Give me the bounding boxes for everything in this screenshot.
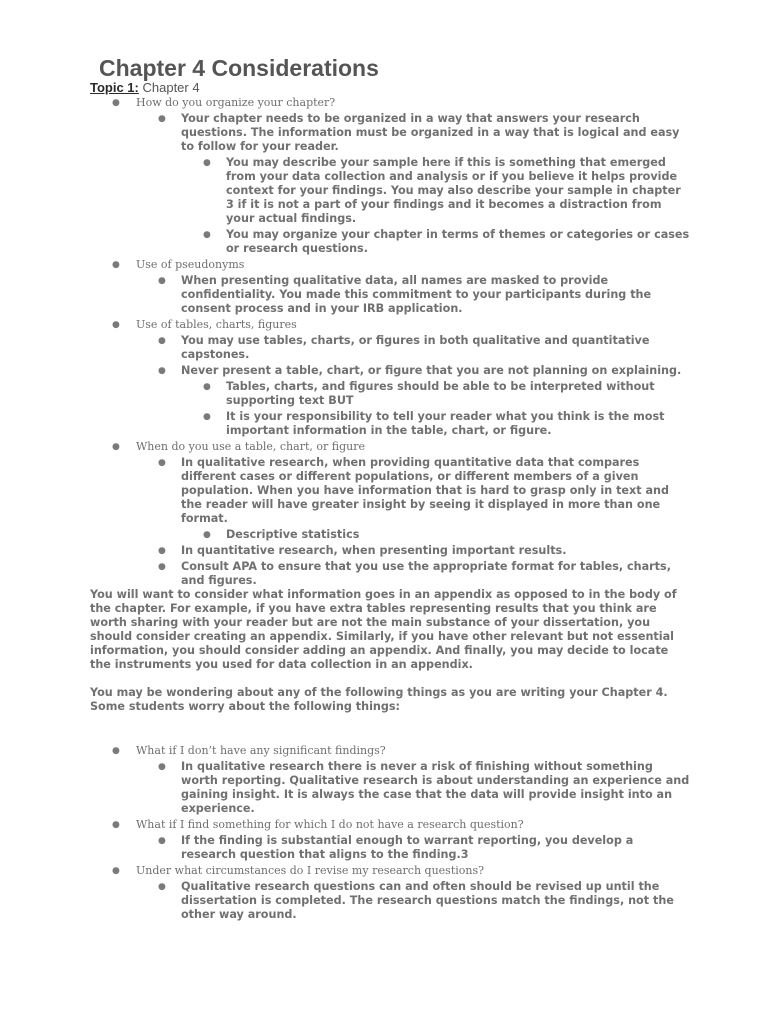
- list-item: [90, 440, 690, 588]
- list-item: [90, 456, 690, 542]
- outline-question: How do you organize your chapter?: [136, 96, 336, 109]
- outline-answer: Consult APA to ensure that you use the appropriate format for tables, charts, and figures.: [181, 560, 671, 587]
- bullet-icon: ●: [158, 762, 166, 772]
- sub-list: [90, 834, 690, 862]
- bullet-icon: ●: [112, 98, 120, 108]
- bullet-icon: ●: [158, 836, 166, 846]
- bullet-icon: ●: [203, 158, 211, 168]
- bullet-icon: ●: [158, 562, 166, 572]
- list-item: [90, 334, 690, 362]
- sub-list: [90, 760, 690, 816]
- sub-sub-list: [90, 156, 690, 256]
- bullet-icon: ●: [158, 276, 166, 286]
- bullet-icon: ●: [158, 366, 166, 376]
- outline-answer: In quantitative research, when presenting important results.: [181, 544, 567, 557]
- list-item: [90, 380, 690, 408]
- sub-list: [90, 880, 690, 922]
- bullet-icon: ●: [112, 320, 120, 330]
- wondering-paragraph: You may be wondering about any of the following things as you are writing your Chapter 4. Some students worry about the following things:: [90, 686, 668, 713]
- sub-list: [90, 456, 690, 588]
- bullet-icon: ●: [158, 458, 166, 468]
- sub-sub-list: [90, 528, 690, 542]
- bullet-icon: ●: [158, 114, 166, 124]
- bullet-icon: ●: [112, 442, 120, 452]
- list-item: [90, 258, 690, 316]
- faq-answer: If the finding is substantial enough to warrant reporting, you develop a research question that aligns to the finding.3: [181, 834, 634, 861]
- outline-question: Use of pseudonyms: [136, 258, 245, 271]
- list-item: [90, 834, 690, 862]
- topic-value: Chapter 4: [138, 80, 200, 95]
- outline-question: Use of tables, charts, figures: [136, 318, 297, 331]
- faq-question: What if I don’t have any significant findings?: [136, 744, 386, 757]
- document-body: [90, 96, 690, 922]
- paragraph-spacer: [90, 714, 690, 744]
- list-item: [90, 880, 690, 922]
- outline-detail: You may describe your sample here if this is something that emerged from your data collection and analysis or if you believe it helps provide context for your findings. You may also describe your sample in chapter 3 if it is not a part of your findings and it becomes a distraction from your actual findings.: [226, 156, 681, 225]
- bullet-icon: ●: [203, 382, 211, 392]
- outline-detail: You may organize your chapter in terms of themes or categories or cases or research questions.: [226, 228, 690, 255]
- list-item: [90, 760, 690, 816]
- topic-line: [90, 80, 200, 96]
- list-item: [90, 96, 690, 256]
- list-item: [90, 864, 690, 922]
- faq-answer: In qualitative research there is never a risk of finishing without something worth reporting. Qualitative research is about understanding an experience and gaining insight. It is always the case that the data will provide insight into an experience.: [181, 760, 690, 815]
- paragraph-spacer: [90, 672, 690, 686]
- sub-list: [90, 112, 690, 256]
- list-item: [90, 228, 690, 256]
- bullet-icon: ●: [203, 230, 211, 240]
- bullet-icon: ●: [158, 336, 166, 346]
- appendix-paragraph: You will want to consider what information goes in an appendix as opposed to in the body of the chapter. For example, if you have extra tables representing results that you think are worth sharing with your reader but are not the main substance of your dissertation, you should consider creating an appendix. Similarly, if you have other relevant but not essential information, you should consider adding an appendix. And finally, you may decide to locate the instruments you used for data collection in an appendix.: [90, 588, 677, 671]
- bullet-icon: ●: [158, 546, 166, 556]
- bullet-icon: ●: [112, 866, 120, 876]
- bullet-icon: ●: [158, 882, 166, 892]
- bullet-icon: ●: [112, 260, 120, 270]
- list-item: [90, 560, 690, 588]
- list-item: [90, 156, 690, 226]
- bullet-icon: ●: [112, 746, 120, 756]
- list-item: [90, 528, 690, 542]
- faq-outline: [90, 744, 690, 922]
- list-item: [90, 318, 690, 438]
- outline-question: When do you use a table, chart, or figure: [136, 440, 365, 453]
- list-item: [90, 274, 690, 316]
- list-item: [90, 818, 690, 862]
- outline-answer: In qualitative research, when providing quantitative data that compares different cases or different populations, or different members of a given population. When you have information that is hard to grasp only in text and the reader will have greater insight by seeing it displayed in more than one format.: [181, 456, 669, 525]
- outline-answer: When presenting qualitative data, all names are masked to provide confidentiality. You made this commitment to your participants during the consent process and in your IRB application.: [181, 274, 652, 315]
- sub-list: [90, 274, 690, 316]
- outline-answer: You may use tables, charts, or figures in both qualitative and quantitative capstones.: [181, 334, 650, 361]
- sub-list: [90, 334, 690, 438]
- faq-question: Under what circumstances do I revise my research questions?: [136, 864, 485, 877]
- outline-answer: Never present a table, chart, or figure that you are not planning on explaining.: [181, 364, 682, 377]
- topic-label: Topic 1:: [90, 80, 139, 95]
- faq-question: What if I find something for which I do not have a research question?: [136, 818, 524, 831]
- list-item: [90, 544, 690, 558]
- faq-answer: Qualitative research questions can and often should be revised up until the dissertation is completed. The research questions match the findings, not the other way around.: [181, 880, 674, 921]
- bullet-icon: ●: [112, 820, 120, 830]
- list-item: [90, 744, 690, 816]
- bullet-icon: ●: [203, 530, 211, 540]
- outline-answer: Your chapter needs to be organized in a way that answers your research questions. The information must be organized in a way that is logical and easy to follow for your reader.: [181, 112, 680, 153]
- list-item: [90, 364, 690, 438]
- list-item: [90, 410, 690, 438]
- outline-detail: It is your responsibility to tell your reader what you think is the most important information in the table, chart, or figure.: [226, 410, 665, 437]
- sub-sub-list: [90, 380, 690, 438]
- main-outline: [90, 96, 690, 588]
- outline-detail: Tables, charts, and figures should be able to be interpreted without supporting text BUT: [226, 380, 655, 407]
- list-item: [90, 112, 690, 256]
- bullet-icon: ●: [203, 412, 211, 422]
- page-title: Chapter 4 Considerations: [99, 55, 379, 81]
- outline-detail: Descriptive statistics: [226, 528, 360, 541]
